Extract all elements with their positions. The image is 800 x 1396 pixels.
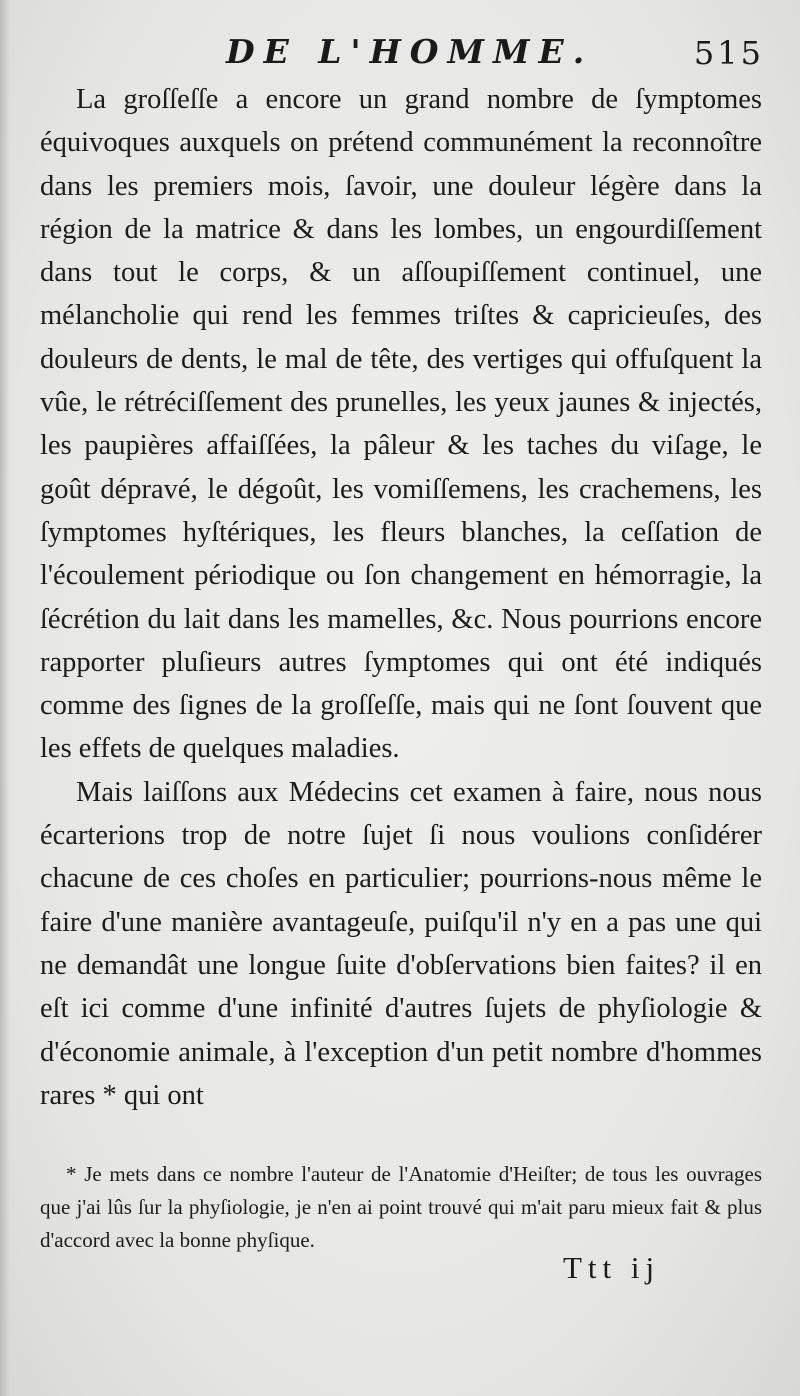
footnote: [40, 1158, 762, 1257]
body-text: [40, 78, 762, 1117]
paragraph: Mais laiſſons aux Médecins cet examen à faire, nous nous écarterions trop de notre ſujet ſi nous voulions conſidérer chacune de ces choſes en particulier; pourrions-nous même le faire d'une manière avantageuſe, puiſqu'il n'y en a pas une qui ne demandât une longue ſuite d'obſervations bien faites? il en eſt ici comme d'une infinité d'autres ſujets de phyſiologie & d'économie animale, à l'exception d'un petit nombre d'hommes rares * qui ont: [40, 776, 762, 1111]
running-title: DE L'HOMME.: [226, 32, 594, 71]
footnote-text: * Je mets dans ce nombre l'auteur de l'Anatomie d'Heiſter; de tous les ouvrages que j'ai lûs ſur la phyſiologie, je n'en ai point trouvé qui m'ait paru mieux fait & plus d'accord avec la bonne phyſique.: [40, 1162, 762, 1252]
signature-mark: Ttt ij: [563, 1250, 661, 1285]
paragraph: La groſſeſſe a encore un grand nombre de ſymptomes équivoques auxquels on prétend communément la reconnoître dans les premiers mois, ſavoir, une douleur légère dans la région de la matrice & dans les lombes, un engourdiſſement dans tout le corps, & un aſſoupiſſement continuel, une mélancholie qui rend les femmes triſtes & capricieuſes, des douleurs de dents, le mal de tête, des vertiges qui offuſquent la vûe, le rétréciſſement des prunelles, les yeux jaunes & injectés, les paupières affaiſſées, la pâleur & les taches du viſage, le goût dépravé, le dégoût, les vomiſſemens, les crachemens, les ſymptomes hyſtériques, les fleurs blanches, la ceſſation de l'écoulement périodique ou ſon changement en hémorragie, la ſécrétion du lait dans les mamelles, &c. Nous pourrions encore rapporter pluſieurs autres ſymptomes qui ont été indiqués comme des ſignes de la groſſeſſe, mais qui ne ſont ſouvent que les effets de quelques maladies.: [40, 84, 762, 765]
page-gutter-shadow: [0, 0, 10, 1396]
page-number: 515: [693, 34, 764, 72]
running-head: [0, 28, 800, 78]
